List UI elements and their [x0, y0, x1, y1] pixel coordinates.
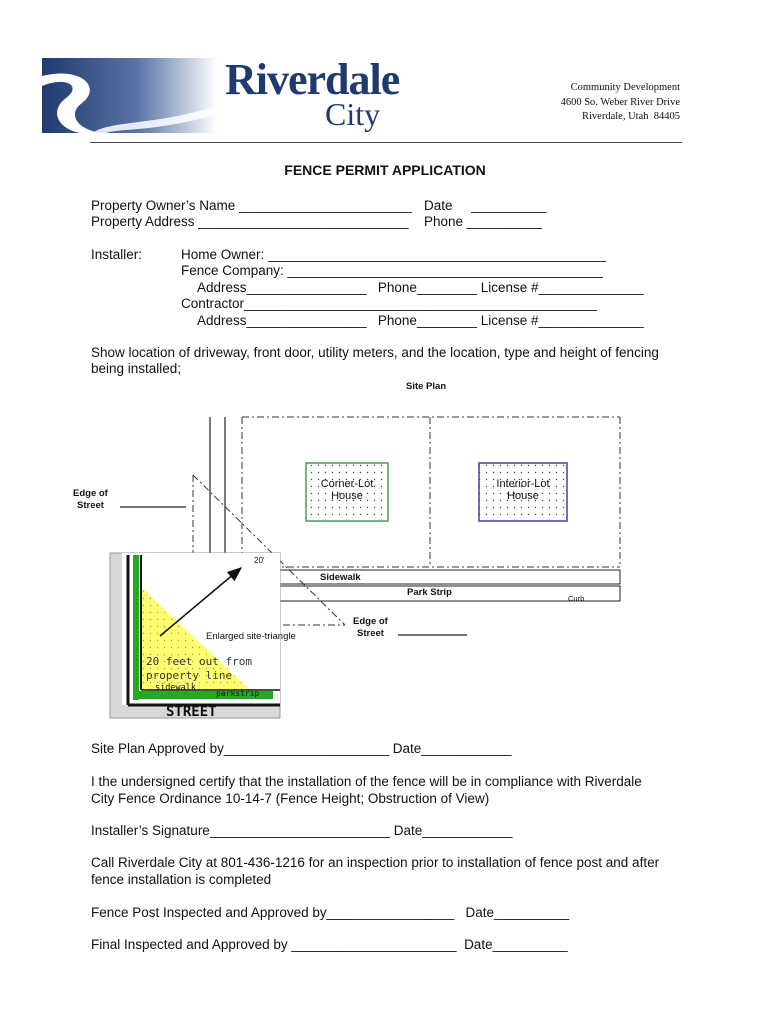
fence-post-inspected-field[interactable]: Fence Post Inspected and Approved by_________________ Date__________ — [91, 905, 570, 920]
logo-riverdale: Riverdale — [225, 55, 400, 104]
interior-lot-label-2: House — [507, 490, 539, 502]
instructions-line-1: Show location of driveway, front door, utility meters, and the location, type and height of fencing — [91, 345, 659, 360]
edge-of-street-left-line2: Street — [77, 500, 104, 511]
park-strip-label: Park Strip — [407, 587, 452, 598]
interior-lot-label-1: Interior-Lot — [496, 478, 550, 490]
twenty-foot-label: 20' — [254, 556, 265, 565]
owner-name-field[interactable]: Property Owner’s Name _______________________ — [91, 198, 412, 213]
final-inspected-field[interactable]: Final Inspected and Approved by ______________________ Date__________ — [91, 937, 568, 952]
site-plan-diagram — [0, 395, 770, 730]
edge-of-street-right-line1: Edge of — [353, 616, 388, 627]
corner-lot-label-2: House — [331, 490, 363, 502]
certify-line-2: City Fence Ordinance 10-14-7 (Fence Height; Obstruction of View) — [91, 791, 490, 806]
call-line-2: fence installation is completed — [91, 872, 272, 887]
curb-label: Curb — [568, 594, 585, 603]
edge-of-street-left-line1: Edge of — [73, 488, 108, 499]
installer-signature-field[interactable]: Installer’s Signature________________________ Date____________ — [91, 823, 513, 838]
installer-label: Installer: — [91, 247, 143, 262]
company-address-field[interactable]: Address________________ Phone________ License #______________ — [197, 280, 644, 295]
home-owner-field[interactable]: Home Owner: _____________________________________________ — [181, 247, 606, 262]
riverdale-logo-graphic — [42, 58, 217, 133]
address-line-1: 4600 So. Weber River Drive — [560, 97, 680, 108]
dept-name: Community Development — [570, 82, 680, 93]
fence-company-field[interactable]: Fence Company: __________________________________________ — [181, 263, 603, 278]
sidewalk-label: Sidewalk — [320, 572, 361, 583]
contractor-address-field[interactable]: Address________________ Phone________ License #______________ — [197, 313, 644, 328]
owner-phone-field[interactable]: Phone __________ — [424, 214, 542, 229]
address-line-2: Riverdale, Utah 84405 — [582, 111, 680, 122]
call-line-1: Call Riverdale City at 801-436-1216 for an inspection prior to installation of fence post and after — [91, 855, 660, 870]
header-divider — [90, 142, 682, 143]
inset-note-line1: 20 feet out from — [146, 655, 252, 668]
site-plan-title: Site Plan — [406, 381, 447, 392]
logo-city: City — [325, 96, 381, 132]
enlarged-triangle-label: Enlarged site-triangle — [206, 631, 296, 642]
inset-parkstrip-label: parkstrip — [216, 689, 260, 698]
contractor-field[interactable]: Contractor_______________________________________________ — [181, 296, 597, 311]
inset-sidewalk-label: sidewalk — [155, 683, 196, 693]
page-title: FENCE PERMIT APPLICATION — [284, 162, 486, 178]
site-plan-approved-field[interactable]: Site Plan Approved by______________________ Date____________ — [91, 741, 512, 756]
certify-line-1: I the undersigned certify that the installation of the fence will be in compliance with Riverdale — [91, 774, 642, 789]
inset-street-label: STREET — [166, 704, 217, 720]
owner-date-field[interactable]: Date __________ — [424, 198, 547, 213]
corner-lot-label-1: Corner-Lot — [320, 478, 374, 490]
owner-address-field[interactable]: Property Address ____________________________ — [91, 214, 409, 229]
inset-note-line2: property line — [146, 669, 233, 682]
instructions-line-2: being installed; — [91, 361, 182, 376]
edge-of-street-right-line2: Street — [357, 628, 384, 639]
